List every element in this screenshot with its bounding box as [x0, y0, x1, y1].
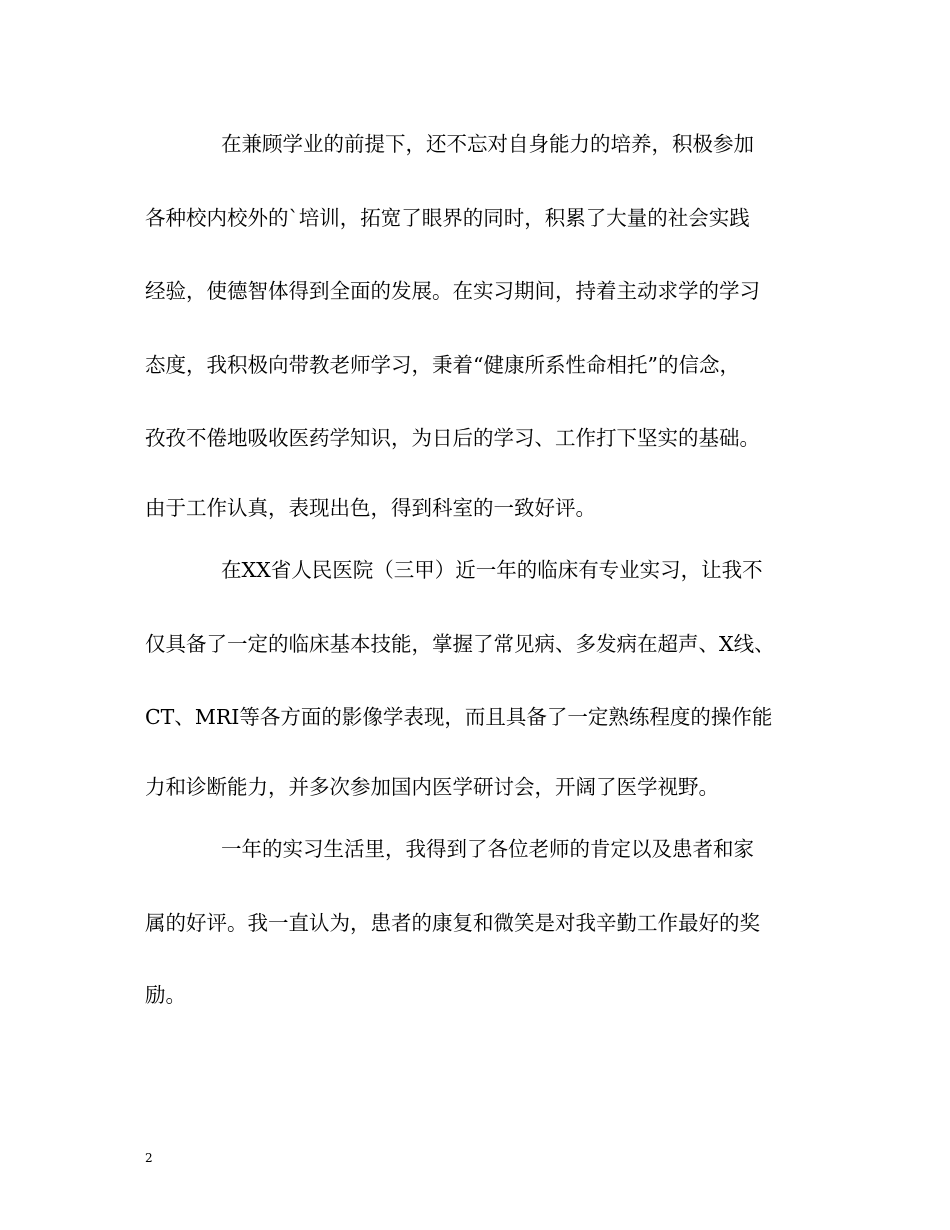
- paragraph-2-line-1: 在XX省人民医院（三甲）近一年的临床有专业实习，让我不: [221, 558, 763, 582]
- paragraph-1-line-5: 孜孜不倦地吸收医药学知识，为日后的学习、工作打下坚实的基础。: [145, 426, 760, 450]
- paragraph-3-line-2: 属的好评。我一直认为，患者的康复和微笑是对我辛勤工作最好的奖: [145, 911, 760, 935]
- paragraph-2-line-3: CT、MRI等各方面的影像学表现，而且具备了一定熟练程度的操作能: [145, 705, 773, 729]
- paragraph-1-line-3: 经验，使德智体得到全面的发展。在实习期间，持着主动求学的学习: [145, 279, 760, 303]
- paragraph-3-line-3: 励。: [145, 983, 186, 1007]
- page-number: 2: [145, 1151, 153, 1165]
- paragraph-1-line-6: 由于工作认真，表现出色，得到科室的一致好评。: [145, 496, 596, 520]
- paragraph-2-line-2: 仅具备了一定的临床基本技能，掌握了常见病、多发病在超声、X线、: [145, 632, 775, 656]
- paragraph-3-line-1: 一年的实习生活里，我得到了各位老师的肯定以及患者和家: [221, 837, 754, 861]
- paragraph-1-line-1: 在兼顾学业的前提下，还不忘对自身能力的培养，积极参加: [221, 132, 754, 156]
- paragraph-1-line-4: 态度，我积极向带教老师学习，秉着“健康所系性命相托”的信念，: [145, 353, 740, 377]
- paragraph-2-line-4: 力和诊断能力，并多次参加国内医学研讨会，开阔了医学视野。: [145, 775, 719, 799]
- paragraph-1-line-2: 各种校内校外的`培训，拓宽了眼界的同时，积累了大量的社会实践: [145, 206, 750, 230]
